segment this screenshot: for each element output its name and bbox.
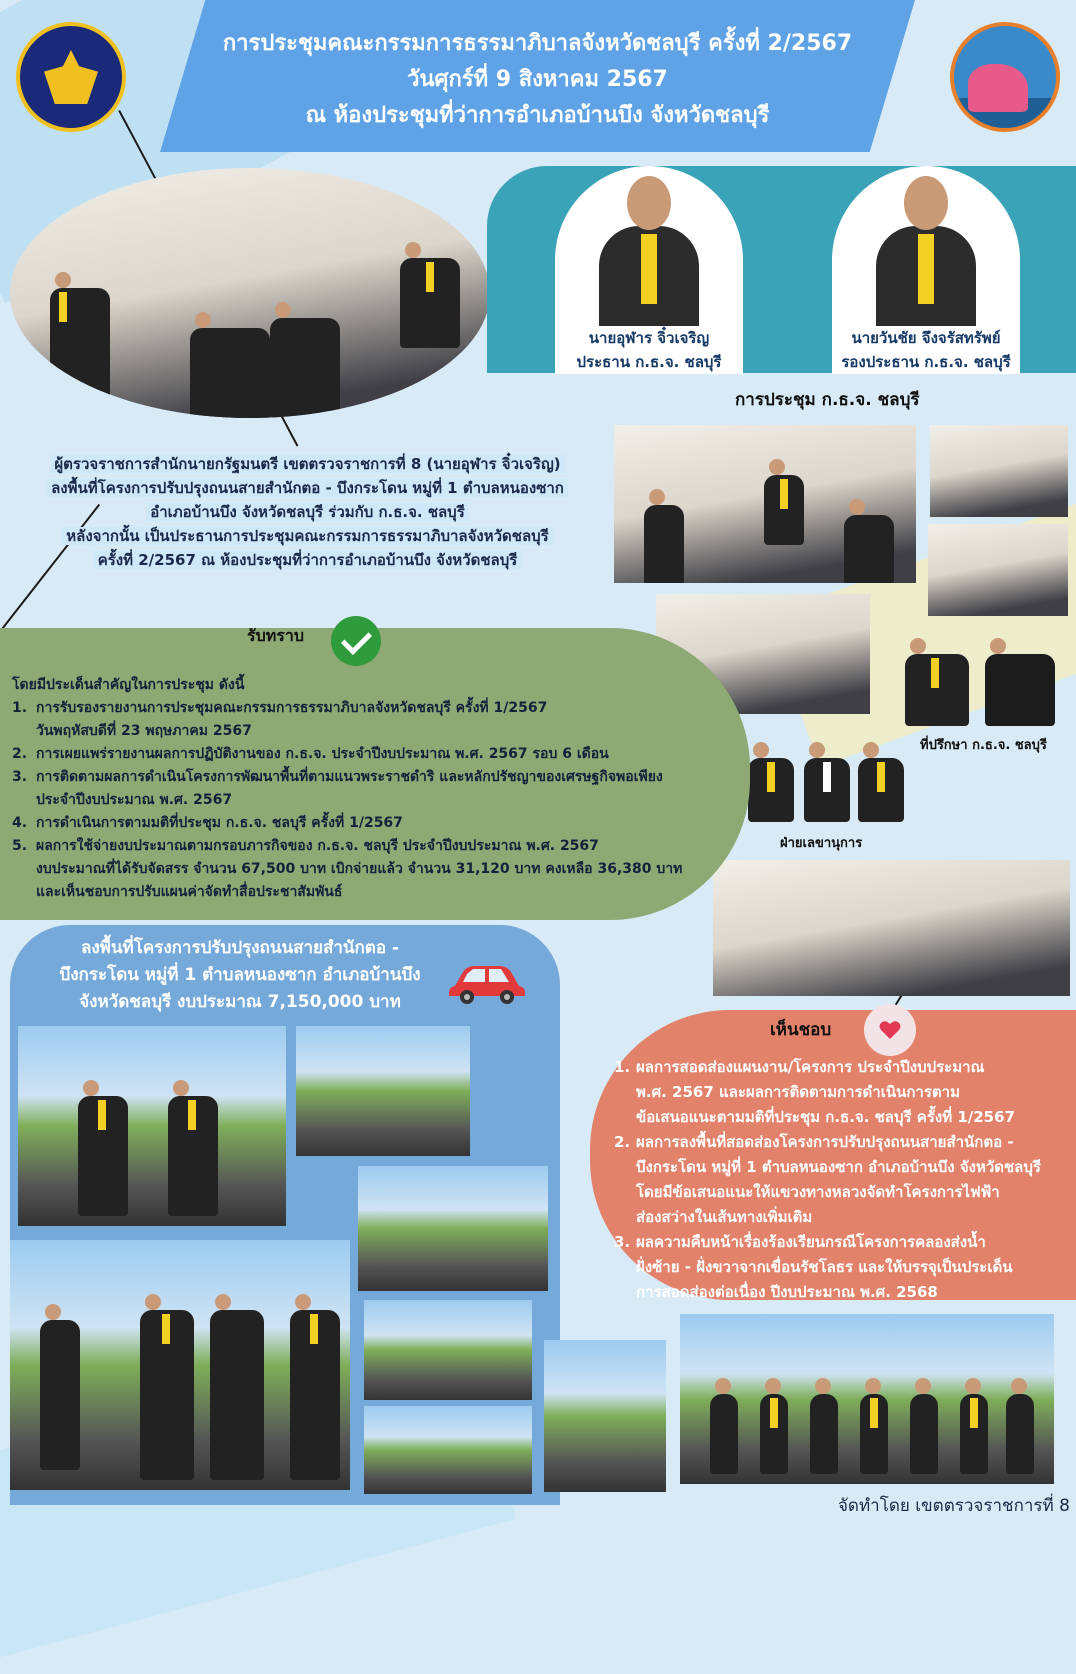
- road-title-line: บึงกระโดน หมู่ที่ 1 ตำบลหนองซาก อำเภอบ้านบึง: [59, 965, 421, 985]
- summary-line: หลังจากนั้น เป็นประธานการประชุมคณะกรรมการธรรมาภิบาลจังหวัดชลบุรี: [62, 527, 552, 545]
- road-photo: [364, 1406, 532, 1494]
- chairman-role: ประธาน ก.ธ.จ. ชลบุรี: [576, 353, 722, 371]
- title-line: ณ ห้องประชุมที่ว่าการอำเภอบ้านบึง จังหวัดชลบุรี: [305, 103, 770, 128]
- inspection-summary: [10, 452, 605, 572]
- road-photo: [296, 1026, 470, 1156]
- vice-chairman-name: นายวันชัย จึงจรัสทรัพย์: [851, 329, 1001, 347]
- vice-chairman-role: รองประธาน ก.ธ.จ. ชลบุรี: [841, 353, 1011, 371]
- group-photo: [680, 1314, 1054, 1484]
- summary-line: ลงพื้นที่โครงการปรับปรุงถนนสายสำนักตอ - บึงกระโดน หมู่ที่ 1 ตำบลหนองซาก: [47, 479, 568, 497]
- advisors-label: ที่ปรึกษา ก.ธ.จ. ชลบุรี: [920, 738, 1047, 753]
- road-title-line: จังหวัดชลบุรี งบประมาณ 7,150,000 บาท: [79, 992, 401, 1012]
- road-photo: [364, 1300, 532, 1400]
- footer-credit: จัดทำโดย เขตตรวจราชการที่ 8: [837, 1496, 1070, 1516]
- approve-heading: เห็นชอบ: [770, 1020, 832, 1040]
- summary-line: ผู้ตรวจราชการสำนักนายกรัฐมนตรี เขตตรวจราชการที่ 8 (นายอุฬาร จิ๋วเจริญ): [50, 455, 564, 473]
- road-visit-photo: [10, 1240, 350, 1490]
- meeting-photo: [10, 168, 490, 418]
- meeting-label: การประชุม ก.ธ.จ. ชลบุรี: [735, 390, 920, 410]
- acknowledge-heading: รับทราบ: [247, 626, 305, 645]
- road-visit-photo: [18, 1026, 286, 1226]
- chairman-portrait: [555, 166, 743, 374]
- check-icon: [331, 616, 381, 666]
- chairman-name: นายอุฬาร จิ๋วเจริญ: [588, 329, 710, 347]
- list-item: 2. การเผยแพร่รายงานผลการปฏิบัติงานของ ก.ธ.จ. ประจำปีงบประมาณ พ.ศ. 2567 รอบ 6 เดือน: [12, 746, 609, 762]
- summary-line: อำเภอบ้านบึง จังหวัดชลบุรี ร่วมกับ ก.ธ.จ. ชลบุรี: [146, 503, 469, 521]
- title-line: วันศุกร์ที่ 9 สิงหาคม 2567: [407, 67, 668, 92]
- list-item: 1. ผลการสอดส่องแผนงาน/โครงการ ประจำปีงบประมาณ พ.ศ. 2567 และผลการติดตามการดำเนินการตาม ข้อเสนอแนะตามมติที่ประชุม ก.ธ.จ. ชลบุรี ครั้งที่ 1/2567: [614, 1058, 1015, 1126]
- secretary-photo: [742, 728, 912, 823]
- list-item: 4. การดำเนินการตามมติที่ประชุม ก.ธ.จ. ชลบุรี ครั้งที่ 1/2567: [12, 815, 403, 831]
- road-title-line: ลงพื้นที่โครงการปรับปรุงถนนสายสำนักตอ -: [80, 938, 400, 958]
- meeting-photo: [928, 524, 1068, 616]
- secretary-label: ฝ่ายเลขานุการ: [780, 836, 863, 851]
- road-visit-title: [40, 935, 440, 1016]
- title-line: การประชุมคณะกรรมการธรรมาภิบาลจังหวัดชลบุรี ครั้งที่ 2/2567: [222, 31, 853, 56]
- meeting-photo: [614, 425, 916, 583]
- meeting-photo: [930, 425, 1068, 517]
- car-icon: [447, 960, 527, 1004]
- list-item: 1. การรับรองรายงานการประชุมคณะกรรมการธรรมาภิบาลจังหวัดชลบุรี ครั้งที่ 1/2567 วันพฤหัสบดีที่ 23 พฤษภาคม 2567: [12, 700, 548, 739]
- summary-line: ครั้งที่ 2/2567 ณ ห้องประชุมที่ว่าการอำเภอบ้านบึง จังหวัดชลบุรี: [94, 551, 522, 569]
- chonburi-emblem-logo: [950, 22, 1060, 132]
- meeting-photo: [713, 860, 1070, 996]
- province-seal-logo: [16, 22, 126, 132]
- road-photo: [544, 1340, 666, 1492]
- road-photo: [358, 1166, 548, 1291]
- list-item: 3. การติดตามผลการดำเนินโครงการพัฒนาพื้นที่ตามแนวพระราชดำริ และหลักปรัชญาของเศรษฐกิจพอเพียง ประจำปีงบประมาณ พ.ศ. 2567: [12, 769, 663, 808]
- list-item: 5. ผลการใช้จ่ายงบประมาณตามกรอบภารกิจของ ก.ธ.จ. ชลบุรี ประจำปีงบประมาณ พ.ศ. 2567 งบประมาณที่ได้รับจัดสรร จำนวน 67,500 บาท เบิกจ่ายแล้ว จำนวน 31,120 บาท คงเหลือ 36,380 บาท และเห็นชอบการปรับแผนค่าจัดทำสื่อประชาสัมพันธ์: [12, 838, 683, 900]
- list-item: 3. ผลความคืบหน้าเรื่องร้องเรียนกรณีโครงการคลองส่งน้ำ ฝั่งซ้าย - ฝั่งขวาจากเขื่อนรัชโลธร และให้บรรจุเป็นประเด็น การสอดส่องต่อเนื่อง ปีงบประมาณ พ.ศ. 2568: [614, 1233, 1013, 1301]
- acknowledge-list: [12, 674, 742, 904]
- list-item: 2. ผลการลงพื้นที่สอดส่องโครงการปรับปรุงถนนสายสำนักตอ - บึงกระโดน หมู่ที่ 1 ตำบลหนองซาก อำเภอบ้านบึง จังหวัดชลบุรี โดยมีข้อเสนอแนะให้แขวงทางหลวงจัดทำโครงการไฟฟ้า ส่องสว่างในเส้นทางเพิ่มเติม: [614, 1133, 1041, 1226]
- heart-icon: [864, 1004, 916, 1056]
- approve-list: [614, 1055, 1069, 1305]
- vice-chairman-portrait: [832, 166, 1020, 374]
- page-title: [160, 26, 915, 134]
- acknowledge-intro: โดยมีประเด็นสำคัญในการประชุม ดังนี้: [12, 677, 245, 693]
- advisors-photo: [893, 626, 1073, 726]
